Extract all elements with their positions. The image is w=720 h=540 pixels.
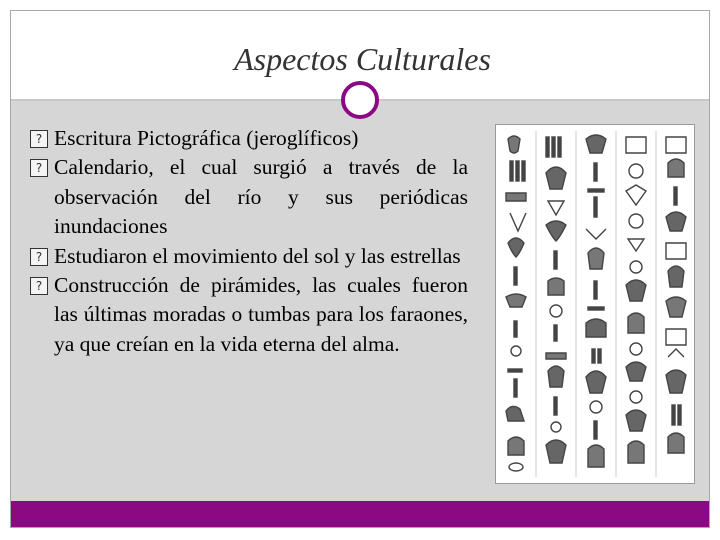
decorative-circle-icon (341, 81, 379, 119)
bullet-item (30, 271, 468, 359)
bullet-item (30, 153, 468, 241)
bullet-item (30, 124, 468, 153)
bullet-marker-icon: ? (30, 248, 48, 266)
bullet-marker-icon: ? (30, 130, 48, 148)
hieroglyph-columns-icon (496, 125, 694, 483)
bullet-marker-icon: ? (30, 159, 48, 177)
bottom-accent-bar (11, 501, 709, 527)
hieroglyph-image (495, 124, 695, 484)
slide-title: Aspectos Culturales (234, 41, 491, 77)
bullet-text: Construcción de pirámides, las cuales fueron las últimas moradas o tumbas para los faraones, ya que creían en la vida eterna del alma. (54, 273, 468, 356)
bullet-text: Estudiaron el movimiento del sol y las estrellas (54, 243, 461, 268)
bullet-text: Escritura Pictográfica (jeroglíficos) (54, 126, 359, 150)
bullet-text: Calendario, el cual surgió a través de la observación del río y sus periódicas inundaciones (54, 155, 468, 239)
bullet-item (30, 242, 468, 271)
bullet-list (30, 124, 468, 359)
bullet-marker-icon: ? (30, 277, 48, 295)
